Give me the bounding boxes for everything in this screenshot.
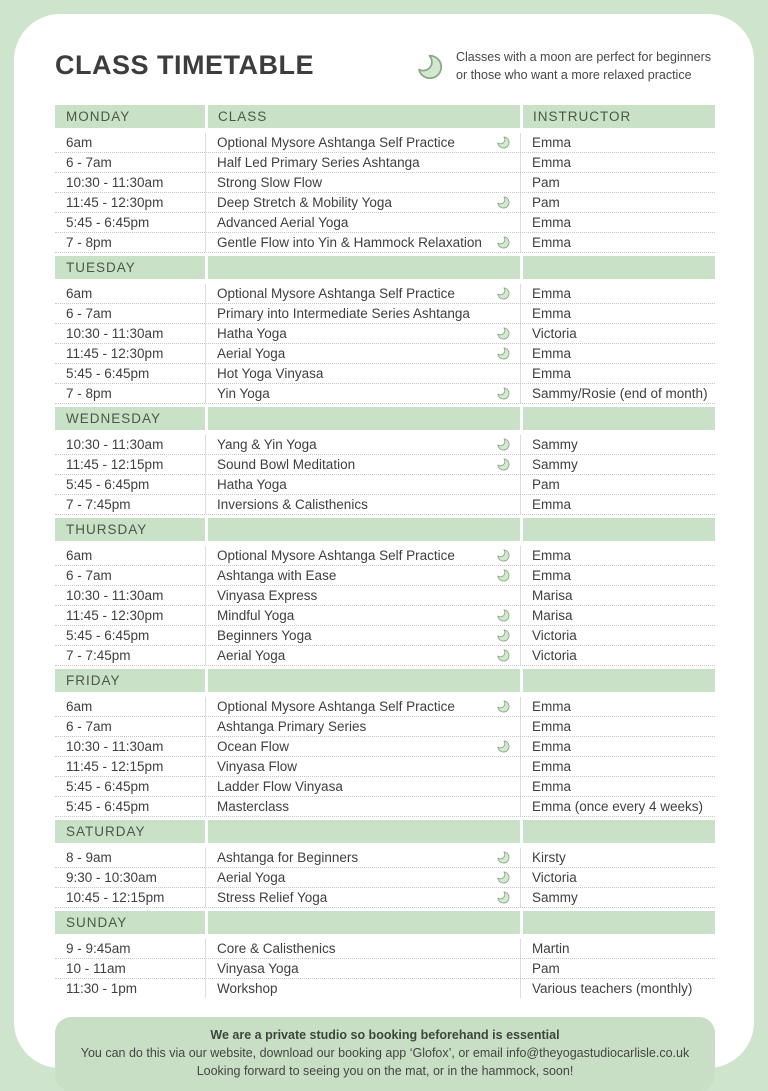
instructor-name: Marisa (520, 606, 715, 625)
class-name: Primary into Intermediate Series Ashtanga (217, 306, 470, 321)
day-name-monday: MONDAY (55, 105, 205, 128)
class-cell (205, 626, 520, 645)
instructor-name: Emma (520, 304, 715, 323)
instructor-name: Emma (520, 364, 715, 383)
class-time: 10:45 - 12:15pm (66, 890, 165, 905)
class-row (55, 153, 715, 173)
class-row (55, 797, 715, 817)
class-cell (205, 606, 520, 625)
class-row (55, 848, 715, 868)
instructor-name: Emma (520, 233, 715, 252)
class-cell (205, 304, 520, 323)
bar-spacer-class (205, 518, 520, 541)
class-row (55, 455, 715, 475)
day-name-thursday: THURSDAY (55, 518, 205, 541)
class-cell (205, 213, 520, 232)
moon-icon (496, 870, 511, 885)
class-cell (205, 717, 520, 736)
instructor-name: Emma (520, 153, 715, 172)
bar-spacer-instructor (520, 256, 715, 279)
note-line-2: or those who want a more relaxed practice (456, 67, 692, 82)
class-row (55, 697, 715, 717)
class-row (55, 233, 715, 253)
day-header-saturday (55, 820, 715, 843)
class-time: 7 - 7:45pm (66, 497, 131, 512)
instructor-name: Emma (520, 213, 715, 232)
class-row (55, 304, 715, 324)
class-row (55, 495, 715, 515)
instructor-name: Emma (520, 757, 715, 776)
moon-icon (496, 326, 511, 341)
class-time: 9 - 9:45am (66, 941, 131, 956)
instructor-name: Emma (520, 777, 715, 796)
bar-spacer-class (205, 820, 520, 843)
instructor-name: Pam (520, 475, 715, 494)
class-name: Hot Yoga Vinyasa (217, 366, 324, 381)
instructor-name: Sammy (520, 888, 715, 907)
class-name: Strong Slow Flow (217, 175, 323, 190)
class-time: 9:30 - 10:30am (66, 870, 157, 885)
instructor-name: Martin (520, 939, 715, 958)
class-cell (205, 959, 520, 978)
day-header-thursday (55, 518, 715, 541)
bar-spacer-class (205, 669, 520, 692)
class-name: Yang & Yin Yoga (217, 437, 317, 452)
class-time: 6am (66, 699, 93, 714)
class-cell (205, 153, 520, 172)
day-header-friday (55, 669, 715, 692)
header (55, 48, 715, 84)
class-cell (205, 566, 520, 585)
moon-icon (496, 437, 511, 452)
content (14, 14, 754, 1091)
class-time: 11:45 - 12:15pm (66, 759, 164, 774)
instructor-name: Pam (520, 959, 715, 978)
class-row (55, 939, 715, 959)
class-name: Optional Mysore Ashtanga Self Practice (217, 286, 455, 301)
class-cell (205, 384, 520, 403)
class-time: 7 - 8pm (66, 386, 112, 401)
day-section-friday (55, 669, 715, 817)
class-row (55, 475, 715, 495)
class-name: Ladder Flow Vinyasa (217, 779, 343, 794)
class-time: 6 - 7am (66, 306, 112, 321)
instructor-name: Emma (520, 546, 715, 565)
class-cell (205, 939, 520, 958)
class-cell (205, 546, 520, 565)
class-cell (205, 797, 520, 816)
class-cell (205, 455, 520, 474)
class-row (55, 435, 715, 455)
class-name: Core & Calisthenics (217, 941, 336, 956)
class-time: 6am (66, 135, 93, 150)
timetable (55, 105, 715, 998)
class-row (55, 193, 715, 213)
class-name: Inversions & Calisthenics (217, 497, 368, 512)
class-row (55, 364, 715, 384)
instructor-name: Victoria (520, 324, 715, 343)
class-name: Workshop (217, 981, 278, 996)
class-name: Beginners Yoga (217, 628, 312, 643)
moon-icon (496, 195, 511, 210)
footer-line-1: We are a private studio so booking beforehand is essential (210, 1028, 560, 1042)
class-time: 11:45 - 12:30pm (66, 608, 164, 623)
moon-icon (496, 628, 511, 643)
moon-icon (413, 50, 447, 84)
class-time: 10 - 11am (66, 961, 126, 976)
class-name: Aerial Yoga (217, 346, 286, 361)
class-name: Optional Mysore Ashtanga Self Practice (217, 699, 455, 714)
class-cell (205, 777, 520, 796)
column-header-instructor: INSTRUCTOR (520, 105, 715, 128)
day-name-friday: FRIDAY (55, 669, 205, 692)
moon-icon (496, 386, 511, 401)
class-time: 10:30 - 11:30am (66, 739, 164, 754)
class-cell (205, 344, 520, 363)
moon-icon (496, 648, 511, 663)
note-line-1: Classes with a moon are perfect for beginners (456, 50, 711, 64)
class-cell (205, 737, 520, 756)
class-row (55, 646, 715, 666)
footer-line-3: Looking forward to seeing you on the mat, or in the hammock, soon! (196, 1064, 574, 1079)
day-section-monday (55, 105, 715, 253)
day-header-tuesday (55, 256, 715, 279)
class-row (55, 737, 715, 757)
class-name: Gentle Flow into Yin & Hammock Relaxation (217, 235, 482, 250)
instructor-name: Emma (520, 133, 715, 152)
day-header-wednesday (55, 407, 715, 430)
moon-icon (496, 135, 511, 150)
class-cell (205, 133, 520, 152)
class-name: Stress Relief Yoga (217, 890, 328, 905)
class-cell (205, 495, 520, 514)
class-row (55, 586, 715, 606)
moon-icon (496, 235, 511, 250)
instructor-name: Marisa (520, 586, 715, 605)
class-row (55, 979, 715, 998)
bar-spacer-class (205, 911, 520, 934)
bar-spacer-instructor (520, 407, 715, 430)
class-name: Hatha Yoga (217, 326, 287, 341)
class-row (55, 344, 715, 364)
bar-spacer-instructor (520, 911, 715, 934)
class-row (55, 324, 715, 344)
class-cell (205, 697, 520, 716)
class-name: Ashtanga for Beginners (217, 850, 359, 865)
class-name: Sound Bowl Meditation (217, 457, 356, 472)
beginner-note-text (456, 49, 711, 84)
class-time: 6 - 7am (66, 155, 112, 170)
day-section-wednesday (55, 407, 715, 515)
column-header-class: CLASS (205, 105, 520, 128)
class-cell (205, 646, 520, 665)
instructor-name: Victoria (520, 646, 715, 665)
class-row (55, 777, 715, 797)
class-time: 11:45 - 12:30pm (66, 346, 164, 361)
day-name-sunday: SUNDAY (55, 911, 205, 934)
instructor-name: Sammy/Rosie (end of month) (520, 384, 715, 403)
instructor-name: Sammy (520, 455, 715, 474)
day-section-sunday (55, 911, 715, 998)
day-section-tuesday (55, 256, 715, 404)
class-name: Aerial Yoga (217, 870, 286, 885)
moon-icon (496, 739, 511, 754)
class-name: Ocean Flow (217, 739, 290, 754)
class-cell (205, 435, 520, 454)
instructor-name: Pam (520, 173, 715, 192)
class-time: 6 - 7am (66, 568, 112, 583)
day-header-monday (55, 105, 715, 128)
instructor-name: Emma (520, 284, 715, 303)
day-name-tuesday: TUESDAY (55, 256, 205, 279)
timetable-sheet (14, 14, 754, 1079)
class-row (55, 868, 715, 888)
page-title: CLASS TIMETABLE (55, 50, 314, 80)
class-cell (205, 757, 520, 776)
class-cell (205, 193, 520, 212)
moon-icon (496, 286, 511, 301)
class-row (55, 888, 715, 908)
class-row (55, 717, 715, 737)
class-cell (205, 173, 520, 192)
beginner-note (415, 49, 711, 84)
class-time: 5:45 - 6:45pm (66, 779, 150, 794)
class-row (55, 626, 715, 646)
class-row (55, 173, 715, 193)
class-cell (205, 233, 520, 252)
moon-icon (496, 608, 511, 623)
moon-icon (496, 457, 511, 472)
class-name: Optional Mysore Ashtanga Self Practice (217, 548, 455, 563)
class-time: 5:45 - 6:45pm (66, 477, 150, 492)
class-time: 10:30 - 11:30am (66, 175, 164, 190)
instructor-name: Emma (520, 697, 715, 716)
class-time: 6am (66, 548, 93, 563)
class-row (55, 384, 715, 404)
day-section-saturday (55, 820, 715, 908)
class-time: 7 - 8pm (66, 235, 112, 250)
instructor-name: Sammy (520, 435, 715, 454)
class-row (55, 284, 715, 304)
instructor-name: Emma (once every 4 weeks) (520, 797, 715, 816)
class-time: 5:45 - 6:45pm (66, 628, 150, 643)
class-time: 6 - 7am (66, 719, 112, 734)
class-row (55, 213, 715, 233)
class-time: 5:45 - 6:45pm (66, 799, 150, 814)
bar-spacer-instructor (520, 518, 715, 541)
instructor-name: Kirsty (520, 848, 715, 867)
bar-spacer-class (205, 407, 520, 430)
class-cell (205, 848, 520, 867)
class-row (55, 959, 715, 979)
class-cell (205, 475, 520, 494)
instructor-name: Emma (520, 566, 715, 585)
bar-spacer-instructor (520, 820, 715, 843)
class-name: Half Led Primary Series Ashtanga (217, 155, 420, 170)
moon-icon (496, 850, 511, 865)
bar-spacer-instructor (520, 669, 715, 692)
class-row (55, 566, 715, 586)
instructor-name: Victoria (520, 868, 715, 887)
bar-spacer-class (205, 256, 520, 279)
class-time: 11:45 - 12:15pm (66, 457, 164, 472)
class-name: Optional Mysore Ashtanga Self Practice (217, 135, 455, 150)
instructor-name: Emma (520, 717, 715, 736)
class-name: Advanced Aerial Yoga (217, 215, 349, 230)
class-time: 10:30 - 11:30am (66, 326, 164, 341)
class-name: Vinyasa Flow (217, 759, 298, 774)
class-name: Vinyasa Yoga (217, 961, 299, 976)
class-cell (205, 888, 520, 907)
instructor-name: Emma (520, 495, 715, 514)
moon-icon (496, 346, 511, 361)
instructor-name: Pam (520, 193, 715, 212)
footer-line-2: You can do this via our website, download our booking app ‘Glofox’, or email info@theyogastudiocarlisle.co.uk (80, 1046, 690, 1061)
class-cell (205, 284, 520, 303)
class-row (55, 133, 715, 153)
class-cell (205, 586, 520, 605)
class-time: 10:30 - 11:30am (66, 437, 164, 452)
class-name: Ashtanga with Ease (217, 568, 337, 583)
class-name: Mindful Yoga (217, 608, 295, 623)
class-name: Ashtanga Primary Series (217, 719, 367, 734)
class-time: 8 - 9am (66, 850, 112, 865)
class-time: 7 - 7:45pm (66, 648, 131, 663)
booking-footer (55, 1017, 715, 1091)
class-time: 10:30 - 11:30am (66, 588, 164, 603)
class-time: 5:45 - 6:45pm (66, 366, 150, 381)
instructor-name: Various teachers (monthly) (520, 979, 715, 998)
instructor-name: Victoria (520, 626, 715, 645)
instructor-name: Emma (520, 737, 715, 756)
class-cell (205, 364, 520, 383)
moon-icon (496, 548, 511, 563)
day-section-thursday (55, 518, 715, 666)
day-header-sunday (55, 911, 715, 934)
moon-icon (496, 568, 511, 583)
class-row (55, 546, 715, 566)
class-cell (205, 868, 520, 887)
instructor-name: Emma (520, 344, 715, 363)
class-time: 11:30 - 1pm (66, 981, 138, 996)
class-name: Yin Yoga (217, 386, 270, 401)
class-time: 6am (66, 286, 93, 301)
day-name-saturday: SATURDAY (55, 820, 205, 843)
class-time: 5:45 - 6:45pm (66, 215, 150, 230)
moon-icon (496, 890, 511, 905)
class-row (55, 606, 715, 626)
class-cell (205, 979, 520, 998)
class-name: Masterclass (217, 799, 290, 814)
class-name: Deep Stretch & Mobility Yoga (217, 195, 392, 210)
class-name: Hatha Yoga (217, 477, 287, 492)
class-time: 11:45 - 12:30pm (66, 195, 164, 210)
moon-icon (496, 699, 511, 714)
class-name: Aerial Yoga (217, 648, 286, 663)
class-name: Vinyasa Express (217, 588, 318, 603)
class-cell (205, 324, 520, 343)
day-name-wednesday: WEDNESDAY (55, 407, 205, 430)
class-row (55, 757, 715, 777)
